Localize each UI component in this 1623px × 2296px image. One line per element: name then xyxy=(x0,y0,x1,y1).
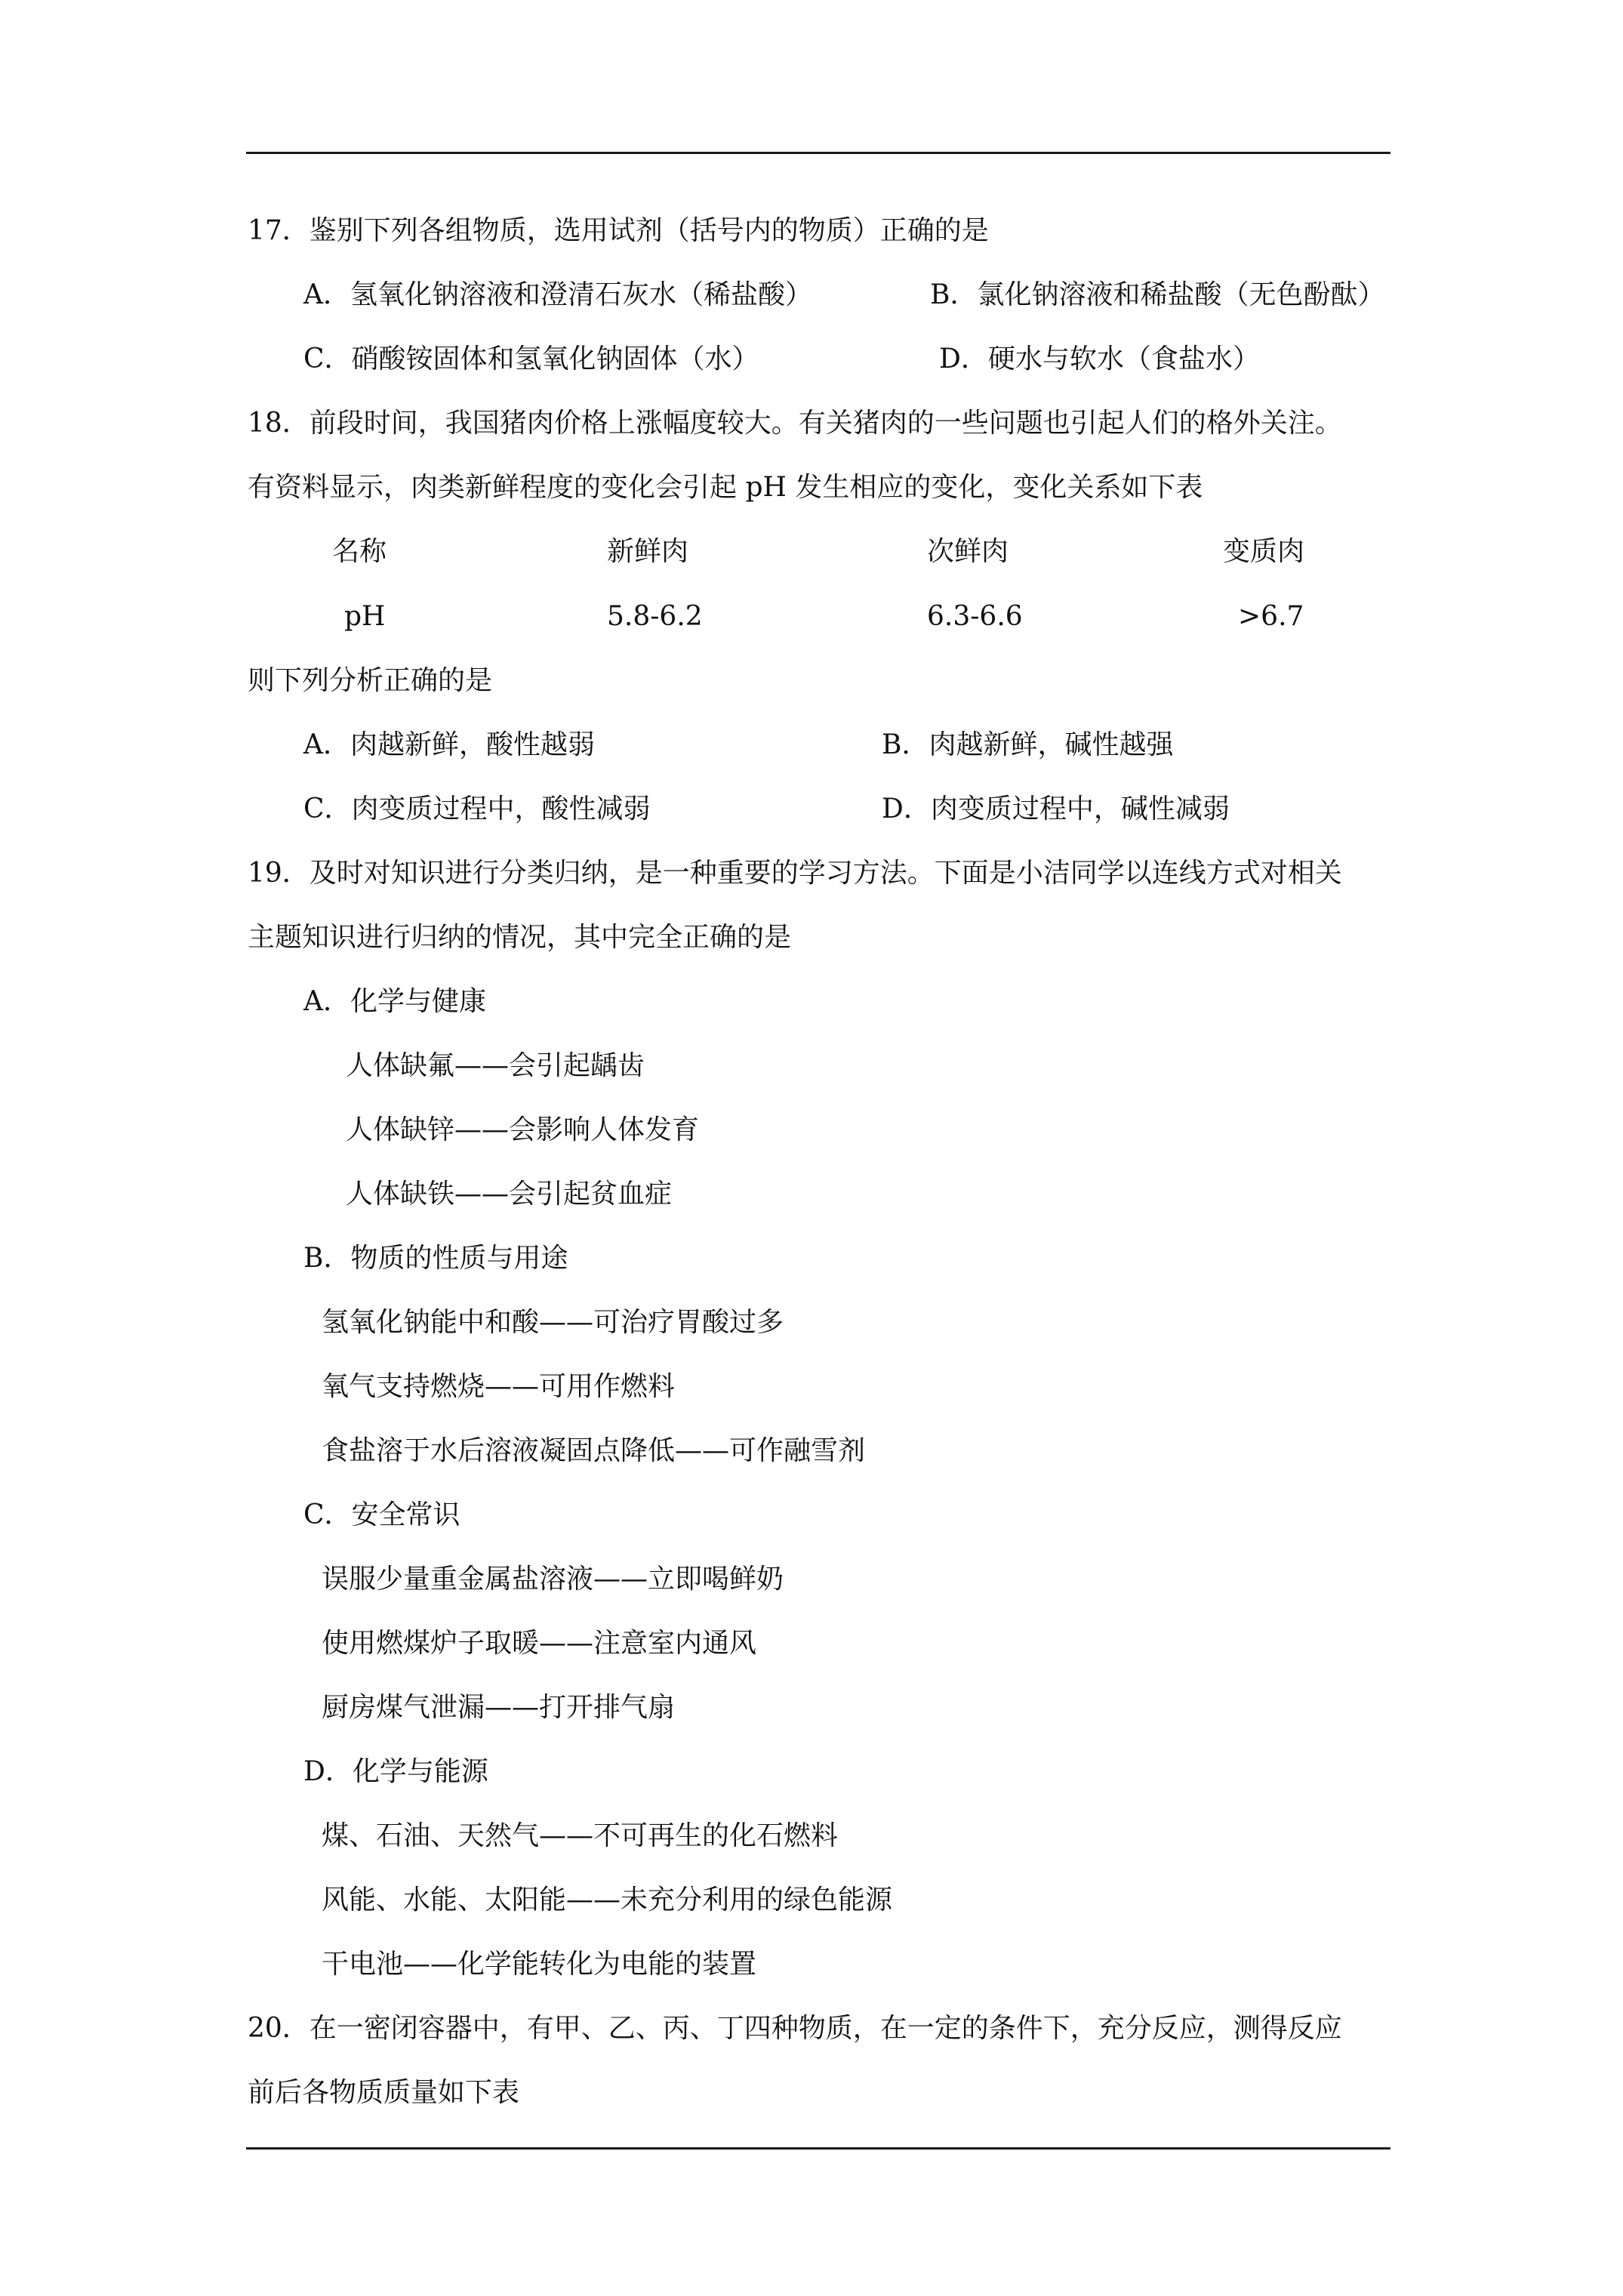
q19-stem-line2: 主题知识进行归纳的情况，其中完全正确的是 xyxy=(248,922,792,953)
table-cell: pH xyxy=(344,601,386,632)
q17-stem: 17．鉴别下列各组物质，选用试剂（括号内的物质）正确的是 xyxy=(248,215,989,246)
q20-stem-line2: 前后各物质质量如下表 xyxy=(248,2077,520,2108)
q19-option-b-title: B．物质的性质与用途 xyxy=(303,1243,568,1274)
q18-option-d: D．肉变质过程中，碱性减弱 xyxy=(882,794,1230,824)
table-header-cell: 新鲜肉 xyxy=(607,536,689,567)
q19-option-c-item: 厨房煤气泄漏——打开排气扇 xyxy=(322,1692,676,1723)
q19-option-a-item: 人体缺锌——会影响人体发育 xyxy=(346,1114,700,1145)
q18-option-a: A．肉越新鲜，酸性越弱 xyxy=(303,729,595,760)
q19-option-d-item: 干电池——化学能转化为电能的装置 xyxy=(322,1949,757,1980)
table-header-cell: 变质肉 xyxy=(1223,536,1305,567)
q17-option-b: B．氯化钠溶液和稀盐酸（无色酚酞） xyxy=(930,279,1385,310)
q19-option-a-title: A．化学与健康 xyxy=(303,986,486,1017)
q17-option-c: C．硝酸铵固体和氢氧化钠固体（水） xyxy=(303,344,759,374)
q20-stem-line1: 20．在一密闭容器中，有甲、乙、丙、丁四种物质，在一定的条件下，充分反应，测得反应 xyxy=(248,2013,1342,2044)
q17-option-d: D．硬水与软水（食盐水） xyxy=(939,344,1260,374)
q18-stem-line2: 有资料显示，肉类新鲜程度的变化会引起 pH 发生相应的变化，变化关系如下表 xyxy=(248,472,1203,503)
q19-option-c-item: 误服少量重金属盐溶液——立即喝鲜奶 xyxy=(322,1564,784,1595)
q18-option-c: C．肉变质过程中，酸性减弱 xyxy=(303,794,651,824)
table-header-cell: 名称 xyxy=(332,536,387,567)
table-header-cell: 次鲜肉 xyxy=(927,536,1009,567)
q18-stem-line1: 18．前段时间，我国猪肉价格上涨幅度较大。有关猪肉的一些问题也引起人们的格外关注。 xyxy=(248,408,1342,439)
q18-option-b: B．肉越新鲜，碱性越强 xyxy=(882,729,1174,760)
q19-option-d-item: 风能、水能、太阳能——未充分利用的绿色能源 xyxy=(322,1885,893,1915)
q19-option-b-item: 氢氧化钠能中和酸——可治疗胃酸过多 xyxy=(322,1307,784,1338)
q19-option-a-item: 人体缺铁——会引起贫血症 xyxy=(346,1179,673,1210)
q19-option-d-title: D．化学与能源 xyxy=(303,1756,488,1787)
table-cell: 5.8-6.2 xyxy=(607,601,703,632)
q17-option-a: A．氢氧化钠溶液和澄清石灰水（稀盐酸） xyxy=(303,279,812,310)
table-cell: >6.7 xyxy=(1238,601,1304,632)
q19-option-b-item: 氧气支持燃烧——可用作燃料 xyxy=(322,1371,676,1402)
q19-option-b-item: 食盐溶于水后溶液凝固点降低——可作融雪剂 xyxy=(322,1435,866,1466)
footer-rule xyxy=(246,2147,1390,2150)
q19-option-c-title: C．安全常识 xyxy=(303,1499,460,1530)
q19-option-c-item: 使用燃煤炉子取暖——注意室内通风 xyxy=(322,1628,757,1659)
table-cell: 6.3-6.6 xyxy=(927,601,1023,632)
header-rule xyxy=(246,152,1390,154)
q19-option-a-item: 人体缺氟——会引起龋齿 xyxy=(346,1050,645,1081)
q19-stem-line1: 19．及时对知识进行分类归纳，是一种重要的学习方法。下面是小洁同学以连线方式对相关 xyxy=(248,858,1342,889)
q19-option-d-item: 煤、石油、天然气——不可再生的化石燃料 xyxy=(322,1820,839,1851)
q18-prompt: 则下列分析正确的是 xyxy=(248,665,493,696)
